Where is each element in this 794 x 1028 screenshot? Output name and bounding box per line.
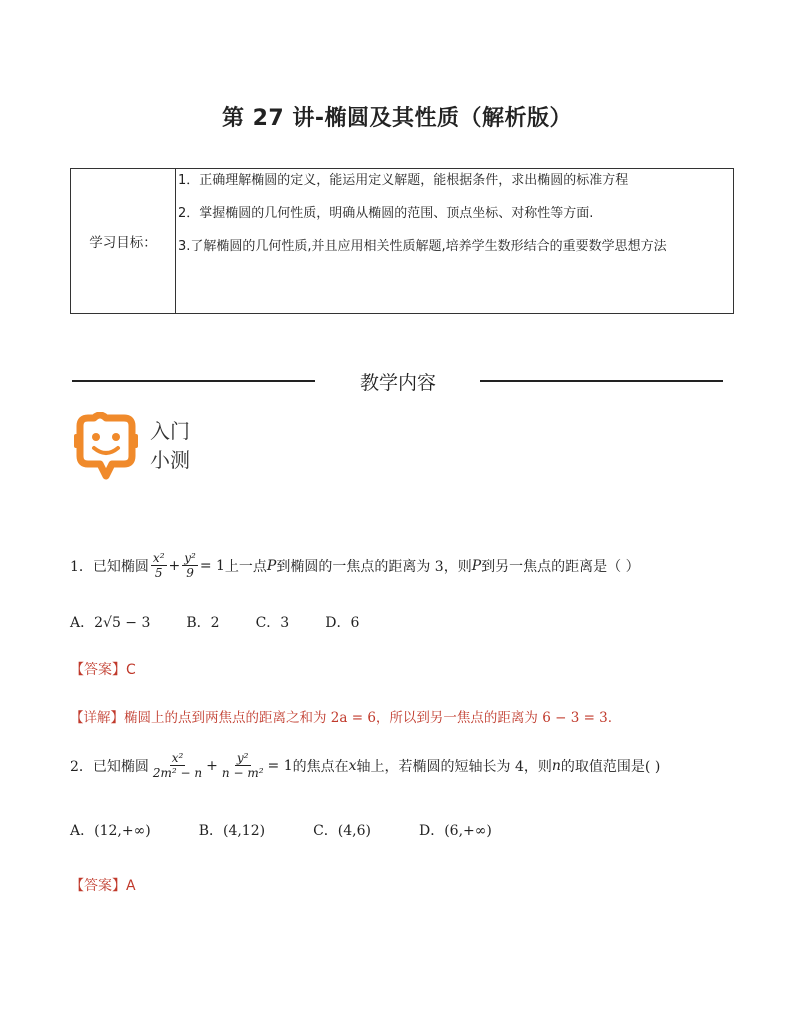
goal-item-2: 2．掌握椭圆的几何性质，明确从椭圆的范围、顶点坐标、对称性等方面. — [178, 206, 594, 221]
learning-goals-table — [70, 168, 734, 314]
q2-options — [70, 820, 528, 840]
intro-quiz-heading — [150, 417, 190, 475]
q2-option-a: A．(12,+∞) — [70, 823, 151, 839]
q2-option-c: C．(4,6) — [313, 823, 371, 839]
learning-goals-label: 学习目标： — [71, 169, 176, 314]
question-2: 2．已知椭圆 $\frac{\text{x²}}{\text{2m² − n}}$ + $\frac{\text{y²}}{\text{n − m²}}$ = 1 的焦点在 x 轴上，若椭圆的短轴长为 4，则 n 的取值范围是( ) — [70, 751, 661, 780]
intro-quiz-line2: 小测 — [150, 448, 190, 472]
section-divider-right — [480, 380, 723, 382]
q2-fraction-x: $\frac{\text{x²}}{\text{2m² − n}}$ — [152, 751, 203, 780]
q1-option-c: C．3 — [255, 615, 290, 631]
robot-chat-icon — [74, 412, 138, 480]
section-divider-left — [72, 380, 315, 382]
q2-answer: 【答案】A — [70, 878, 136, 894]
q1-option-d: D．6 — [325, 615, 360, 631]
goal-item-1: 1．正确理解椭圆的定义，能运用定义解题，能根据条件，求出椭圆的标准方程 — [178, 173, 629, 188]
q1-fraction-x: $\frac{\text{x²}}{5}$ — [152, 551, 165, 580]
q1-answer: 【答案】C — [70, 662, 136, 678]
q1-option-a: A．2√5 − 3 — [70, 615, 151, 631]
intro-quiz-line1: 入门 — [150, 419, 190, 443]
q2-fraction-y: $\frac{\text{y²}}{\text{n − m²}}$ — [221, 751, 264, 780]
question-1: 1．已知椭圆 $\frac{\text{x²}}{5}$ + $\frac{\text{y²}}{9}$ = 1 上一点 P 到椭圆的一焦点的距离为 3，则 P 到另一焦点的距离是（ ） — [70, 551, 640, 580]
q1-fraction-y: $\frac{\text{y²}}{9}$ — [184, 551, 196, 580]
q1-option-b: B．2 — [186, 615, 220, 631]
q1-detail: 【详解】椭圆上的点到两焦点的距离之和为 2a = 6，所以到另一焦点的距离为 6 − 3 = 3. — [70, 710, 613, 726]
document-title: 第 27 讲-椭圆及其性质（解析版） — [221, 106, 573, 131]
q2-option-d: D．(6,+∞) — [419, 823, 492, 839]
q1-prefix: 1．已知椭圆 — [70, 558, 149, 575]
q2-option-b: B．(4,12) — [198, 823, 266, 839]
q2-prefix: 2．已知椭圆 — [70, 758, 149, 775]
goal-item-3: 3.了解椭圆的几何性质,并且应用相关性质解题,培养学生数形结合的重要数学思想方法 — [178, 239, 667, 254]
learning-goals-content — [176, 169, 734, 314]
section-title: 教学内容 — [359, 372, 436, 394]
q1-options — [70, 612, 395, 632]
